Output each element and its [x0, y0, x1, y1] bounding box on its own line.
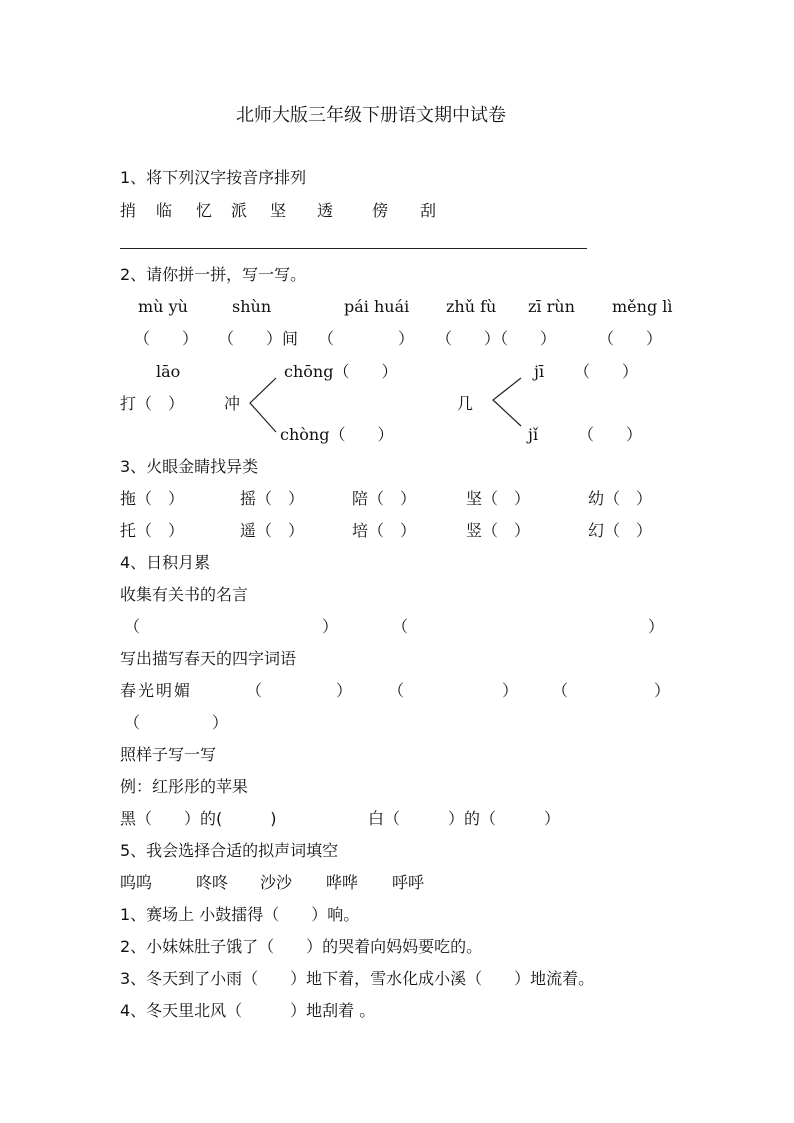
- pinyin: shùn: [232, 297, 272, 316]
- question: 2、小妹妹肚子饿了（ ）的哭着向妈妈要吃的。: [120, 937, 483, 956]
- char: 临: [156, 201, 173, 220]
- blank: （ ）（ ）: [436, 329, 557, 348]
- page-title: 北师大版三年级下册语文期中试卷: [236, 105, 506, 126]
- paren: ）: [648, 617, 665, 636]
- paren: （: [552, 681, 569, 700]
- paren: ）: [212, 713, 229, 732]
- word: 冲: [224, 394, 241, 413]
- word: 几: [457, 394, 474, 413]
- pinyin: lāo: [156, 362, 181, 381]
- item: 拖（ ）: [120, 489, 185, 508]
- word-choice: 呜呜: [120, 873, 153, 892]
- paren: （: [388, 681, 405, 700]
- item: 陪（ ）: [352, 489, 417, 508]
- char: 傍: [372, 201, 389, 220]
- blank: （ ）: [574, 362, 639, 381]
- answer-line: [120, 248, 587, 249]
- pattern: 白（ ）的（ ）: [368, 809, 561, 828]
- question: 1、赛场上 小鼓擂得（ ）响。: [120, 905, 360, 924]
- pinyin: chōng（ ）: [284, 362, 398, 381]
- pinyin: pái huái: [344, 297, 410, 316]
- pattern: 黑（ ）的( ): [120, 809, 277, 828]
- blank: （ ）: [578, 425, 643, 444]
- char: 透: [317, 201, 334, 220]
- paren: （: [392, 617, 409, 636]
- section-4-heading: 4、日积月累: [120, 553, 211, 572]
- blank: （ ）: [318, 329, 415, 348]
- example: 例：红彤彤的苹果: [120, 777, 249, 796]
- char: 坚: [270, 201, 287, 220]
- char: 捎: [120, 201, 137, 220]
- example-word: 春光明媚: [120, 681, 193, 700]
- char: 忆: [196, 201, 213, 220]
- item: 竖（ ）: [466, 521, 531, 540]
- paren: ）: [336, 681, 353, 700]
- bracket: [248, 376, 278, 434]
- paren: ）: [502, 681, 519, 700]
- pinyin: měng lì: [612, 297, 673, 316]
- pinyin: mù yù: [138, 297, 188, 316]
- pinyin: chòng（ ）: [280, 425, 394, 444]
- paren: （: [124, 713, 141, 732]
- item: 幻（ ）: [588, 521, 653, 540]
- blank: （ ）: [598, 329, 663, 348]
- pinyin: zī rùn: [528, 297, 575, 316]
- item: 幼（ ）: [588, 489, 653, 508]
- question: 4、冬天里北风（ ）地刮着 。: [120, 1001, 376, 1020]
- subheading: 写出描写春天的四字词语: [120, 649, 297, 668]
- item: 坚（ ）: [466, 489, 531, 508]
- section-1-heading: 1、将下列汉字按音序排列: [120, 168, 307, 187]
- blank: （ ）间: [218, 329, 299, 348]
- section-3-heading: 3、火眼金睛找异类: [120, 457, 259, 476]
- subheading: 照样子写一写: [120, 745, 217, 764]
- pinyin: zhǔ fù: [446, 297, 497, 316]
- pinyin: jī: [534, 362, 545, 381]
- section-5-heading: 5、我会选择合适的拟声词填空: [120, 841, 339, 860]
- paren: ）: [322, 617, 339, 636]
- paren: ）: [654, 681, 671, 700]
- char: 刮: [420, 201, 437, 220]
- section-2-heading: 2、请你拼一拼，写一写。: [120, 265, 307, 284]
- item: 摇（ ）: [240, 489, 305, 508]
- item: 培（ ）: [352, 521, 417, 540]
- word-choice: 呼呼: [392, 873, 425, 892]
- question: 3、冬天到了小雨（ ）地下着，雪水化成小溪（ ）地流着。: [120, 969, 595, 988]
- bracket: [491, 376, 523, 428]
- subheading: 收集有关书的名言: [120, 585, 249, 604]
- word: 打（ ）: [120, 394, 185, 413]
- word-choice: 哗哗: [326, 873, 359, 892]
- word-choice: 沙沙: [260, 873, 293, 892]
- paren: （: [246, 681, 263, 700]
- item: 遥（ ）: [240, 521, 305, 540]
- blank: （ ）: [134, 329, 199, 348]
- word-choice: 咚咚: [196, 873, 229, 892]
- item: 托（ ）: [120, 521, 185, 540]
- paren: （: [124, 617, 141, 636]
- char: 派: [231, 201, 248, 220]
- pinyin: jǐ: [528, 425, 539, 444]
